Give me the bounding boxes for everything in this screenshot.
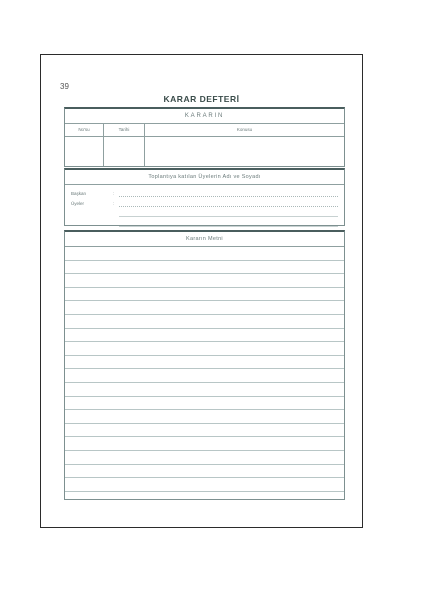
decision-text-section: [64, 230, 345, 500]
member-fill-line[interactable]: [119, 190, 338, 197]
ruled-line[interactable]: [65, 437, 344, 451]
member-row-extra[interactable]: [71, 217, 338, 227]
ruled-line[interactable]: [65, 397, 344, 411]
column-number-header: No'su: [65, 124, 103, 137]
member-colon: :: [113, 201, 115, 206]
ruled-line[interactable]: [65, 329, 344, 343]
ruled-line[interactable]: [65, 451, 344, 465]
page-number: 39: [60, 82, 69, 91]
column-number[interactable]: [65, 124, 104, 166]
column-subject-header: Konusu: [145, 124, 344, 137]
column-subject[interactable]: [145, 124, 344, 166]
book-title: KARAR DEFTERİ: [163, 94, 240, 104]
ruled-line[interactable]: [65, 288, 344, 302]
ruled-line[interactable]: [65, 301, 344, 315]
member-colon: :: [113, 191, 115, 196]
ruled-line[interactable]: [65, 383, 344, 397]
column-date[interactable]: [104, 124, 145, 166]
ruled-line[interactable]: [65, 424, 344, 438]
ruled-line[interactable]: [65, 274, 344, 288]
member-row-extra[interactable]: [71, 207, 338, 217]
ledger-page: [40, 54, 363, 528]
members-section: [64, 168, 345, 226]
kararin-title: KARARIN: [65, 109, 344, 124]
ruled-line[interactable]: [65, 465, 344, 479]
column-date-header: Tarihi: [104, 124, 144, 137]
ruled-line[interactable]: [65, 261, 344, 275]
member-row-members[interactable]: [71, 197, 338, 207]
ruled-line[interactable]: [65, 410, 344, 424]
ruled-line[interactable]: [65, 315, 344, 329]
ruled-line[interactable]: [65, 478, 344, 492]
ruled-line[interactable]: [65, 369, 344, 383]
decision-text-title: Kararın Metni: [65, 232, 344, 247]
member-fill-line[interactable]: [119, 220, 338, 227]
member-fill-line[interactable]: [119, 200, 338, 207]
decision-text-lines[interactable]: [65, 247, 344, 492]
kararin-columns: [65, 124, 344, 166]
member-label-members: Üyeler: [71, 201, 85, 206]
members-title: Toplantıya katılan Üyelerin Adı ve Soyadı: [65, 170, 344, 185]
ruled-line[interactable]: [65, 356, 344, 370]
kararin-section: [64, 107, 345, 167]
ruled-line[interactable]: [65, 342, 344, 356]
member-label-president: Başkan: [71, 191, 87, 196]
member-row-president[interactable]: [71, 187, 338, 197]
member-fill-line[interactable]: [119, 210, 338, 217]
ruled-line[interactable]: [65, 247, 344, 261]
